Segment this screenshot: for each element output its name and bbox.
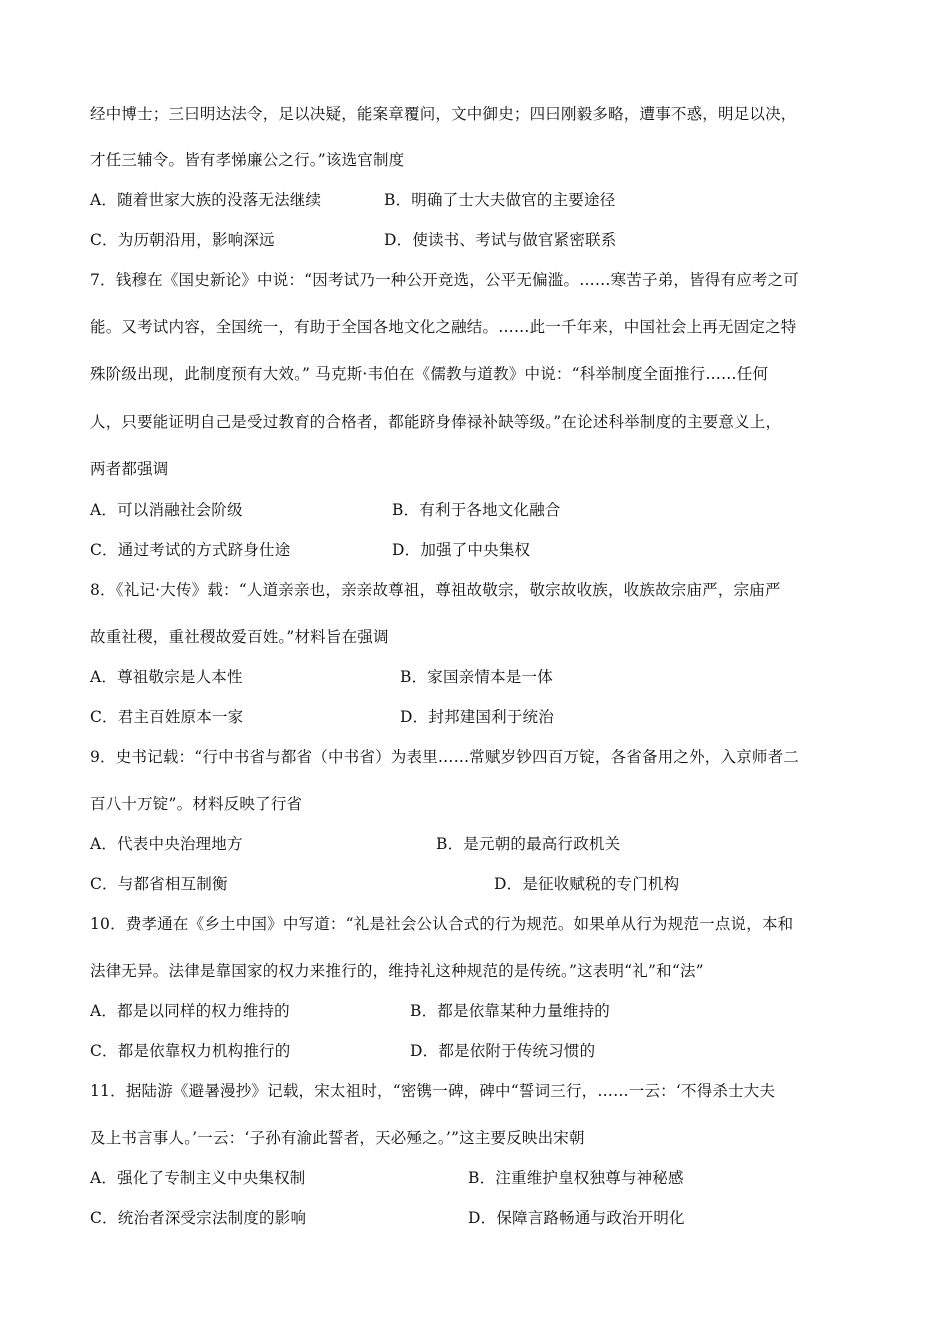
- q6-option-d: D．使读书、考试与做官紧密联系: [384, 231, 617, 249]
- q11-option-a: A．强化了专制主义中央集权制: [90, 1169, 306, 1187]
- q8-stem-line-1: 8．《礼记·大传》载：“人道亲亲也，亲亲故尊祖，尊祖故敬宗，敬宗故收族，收族故宗庙严，宗庙严: [90, 581, 781, 599]
- q7-option-c: C．通过考试的方式跻身仕途: [90, 541, 291, 559]
- q7-stem-line-4: 人，只要能证明自己是受过教育的合格者，都能跻身俸禄补缺等级。”在论述科举制度的主要意义上，: [90, 413, 782, 431]
- q6-stem-line-1: 经中博士；三曰明达法令，足以决疑，能案章覆问，文中御史；四曰刚毅多略，遭事不惑，明足以决，: [90, 105, 797, 123]
- q10-stem-line-1: 10．费孝通在《乡土中国》中写道：“礼是社会公认合式的行为规范。如果单从行为规范一点说，本和: [90, 915, 794, 933]
- q8-stem-line-2: 故重社稷，重社稷故爱百姓。”材料旨在强调: [90, 628, 389, 646]
- q8-option-b: B．家国亲情本是一体: [400, 668, 553, 686]
- q10-option-c: C．都是依靠权力机构推行的: [90, 1042, 291, 1060]
- q11-stem-line-2: 及上书言事人。’一云：‘子孙有渝此誓者，天必殛之。’”这主要反映出宋朝: [90, 1129, 585, 1147]
- q10-option-b: B．都是依靠某种力量维持的: [410, 1002, 610, 1020]
- q7-stem-line-2: 能。又考试内容，全国统一，有助于全国各地文化之融结。……此一千年来，中国社会上再无固定之特: [90, 318, 797, 336]
- q7-option-b: B．有利于各地文化融合: [392, 501, 561, 519]
- q8-option-d: D．封邦建国利于统治: [400, 708, 554, 726]
- q10-option-a: A．都是以同样的权力维持的: [90, 1002, 290, 1020]
- q7-stem-line-5: 两者都强调: [90, 460, 169, 478]
- q10-option-d: D．都是依附于传统习惯的: [410, 1042, 596, 1060]
- q9-option-c: C．与都省相互制衡: [90, 875, 228, 893]
- q7-stem-line-1: 7．钱穆在《国史新论》中说：“因考试乃一种公开竞选，公平无偏滥。……寒苦子弟，皆得有应考之可: [90, 271, 799, 289]
- q9-stem-line-2: 百八十万锭”。材料反映了行省: [90, 795, 303, 813]
- q9-option-a: A．代表中央治理地方: [90, 835, 243, 853]
- q7-option-a: A．可以消融社会阶级: [90, 501, 243, 519]
- q9-option-d: D．是征收赋税的专门机构: [494, 875, 680, 893]
- q11-stem-line-1: 11．据陆游《避暑漫抄》记载，宋太祖时，“密镌一碑，碑中“誓词三行，……一云：‘不得杀士大夫: [90, 1082, 776, 1100]
- q10-stem-line-2: 法律无异。法律是靠国家的权力来推行的，维持礼这种规范的是传统。”这表明“礼”和“法”: [90, 962, 704, 980]
- q6-option-b: B．明确了士大夫做官的主要途径: [384, 191, 616, 209]
- q11-option-b: B．注重维护皇权独尊与神秘感: [468, 1169, 684, 1187]
- q11-option-c: C．统治者深受宗法制度的影响: [90, 1209, 307, 1227]
- q11-option-d: D．保障言路畅通与政治开明化: [468, 1209, 685, 1227]
- q6-option-a: A．随着世家大族的没落无法继续: [90, 191, 322, 209]
- q8-option-c: C．君主百姓原本一家: [90, 708, 244, 726]
- q7-option-d: D．加强了中央集权: [392, 541, 531, 559]
- q9-option-b: B．是元朝的最高行政机关: [436, 835, 621, 853]
- q6-option-c: C．为历朝沿用，影响深远: [90, 231, 275, 249]
- q7-stem-line-3: 殊阶级出现，此制度预有大效。” 马克斯·韦伯在《儒教与道教》中说：“科举制度全面推行……任何: [90, 365, 769, 383]
- q8-option-a: A．尊祖敬宗是人本性: [90, 668, 243, 686]
- q6-stem-line-2: 才任三辅令。皆有孝悌廉公之行。”该选官制度: [90, 151, 405, 169]
- q9-stem-line-1: 9．史书记载：“行中书省与都省（中书省）为表里……常赋岁钞四百万锭，各省备用之外，入京师者二: [90, 748, 799, 766]
